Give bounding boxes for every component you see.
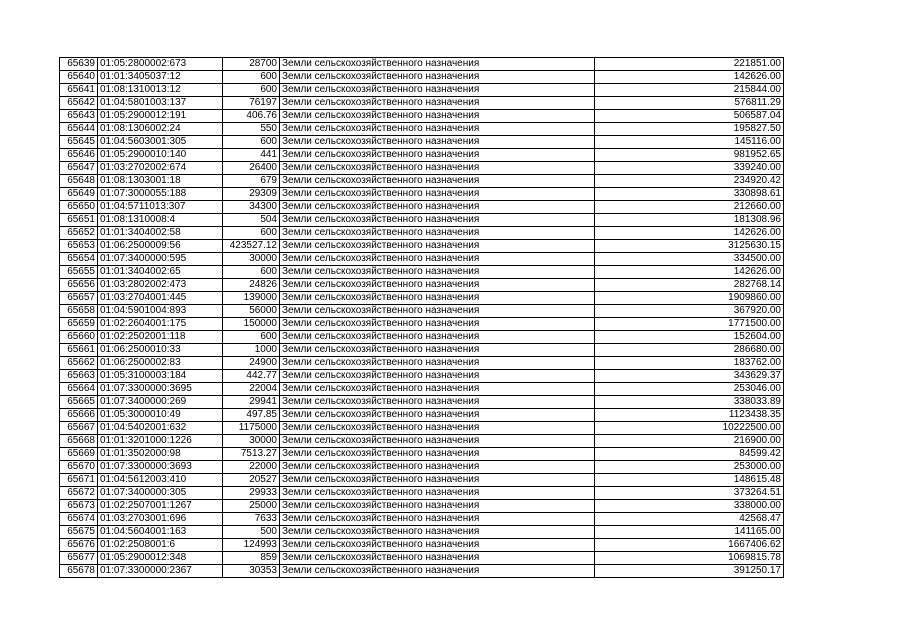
cadastral-number-cell: 01:01:3404002:65 [98, 266, 223, 279]
table-row [60, 422, 784, 435]
land-category-cell: Земли сельскохозяйственного назначения [280, 513, 595, 526]
table-row [60, 188, 784, 201]
table-row [60, 84, 784, 97]
land-category-cell: Земли сельскохозяйственного назначения [280, 370, 595, 383]
row-id-cell: 65639 [60, 58, 98, 71]
cadastral-number-cell: 01:03:2703001:696 [98, 513, 223, 526]
table-row [60, 214, 784, 227]
cadastral-value-cell: 148615.48 [595, 474, 784, 487]
cadastral-number-cell: 01:05:3100003:184 [98, 370, 223, 383]
land-category-cell: Земли сельскохозяйственного назначения [280, 318, 595, 331]
cadastral-number-cell: 01:07:3300000:3693 [98, 461, 223, 474]
row-id-cell: 65661 [60, 344, 98, 357]
cadastral-number-cell: 01:08:1310008:4 [98, 214, 223, 227]
table-row [60, 370, 784, 383]
area-cell: 504 [223, 214, 280, 227]
row-id-cell: 65674 [60, 513, 98, 526]
land-category-cell: Земли сельскохозяйственного назначения [280, 253, 595, 266]
row-id-cell: 65678 [60, 565, 98, 578]
cadastral-number-cell: 01:06:2500010:33 [98, 344, 223, 357]
row-id-cell: 65644 [60, 123, 98, 136]
table-row [60, 448, 784, 461]
area-cell: 406.76 [223, 110, 280, 123]
cadastral-number-cell: 01:01:3405037:12 [98, 71, 223, 84]
cadastral-value-cell: 42568.47 [595, 513, 784, 526]
cadastral-value-cell: 212660.00 [595, 201, 784, 214]
land-category-cell: Земли сельскохозяйственного назначения [280, 331, 595, 344]
area-cell: 34300 [223, 201, 280, 214]
land-category-cell: Земли сельскохозяйственного назначения [280, 539, 595, 552]
table-row [60, 305, 784, 318]
area-cell: 28700 [223, 58, 280, 71]
row-id-cell: 65652 [60, 227, 98, 240]
row-id-cell: 65666 [60, 409, 98, 422]
area-cell: 30000 [223, 253, 280, 266]
cadastral-value-cell: 330898.61 [595, 188, 784, 201]
area-cell: 679 [223, 175, 280, 188]
cadastral-value-cell: 1123438.35 [595, 409, 784, 422]
row-id-cell: 65677 [60, 552, 98, 565]
land-category-cell: Земли сельскохозяйственного назначения [280, 474, 595, 487]
area-cell: 29941 [223, 396, 280, 409]
row-id-cell: 65655 [60, 266, 98, 279]
cadastral-value-cell: 142626.00 [595, 266, 784, 279]
table-row [60, 565, 784, 578]
cadastral-number-cell: 01:03:2704001:445 [98, 292, 223, 305]
table-row [60, 318, 784, 331]
cadastral-number-cell: 01:02:2507001:1267 [98, 500, 223, 513]
cadastral-number-cell: 01:07:3400000:269 [98, 396, 223, 409]
row-id-cell: 65641 [60, 84, 98, 97]
land-category-cell: Земли сельскохозяйственного назначения [280, 396, 595, 409]
land-category-cell: Земли сельскохозяйственного назначения [280, 123, 595, 136]
cadastral-number-cell: 01:08:1306002:24 [98, 123, 223, 136]
cadastral-value-cell: 145116.00 [595, 136, 784, 149]
table-row [60, 279, 784, 292]
land-category-cell: Земли сельскохозяйственного назначения [280, 214, 595, 227]
cadastral-value-cell: 282768.14 [595, 279, 784, 292]
land-category-cell: Земли сельскохозяйственного назначения [280, 97, 595, 110]
cadastral-number-cell: 01:02:2502001:118 [98, 331, 223, 344]
row-id-cell: 65676 [60, 539, 98, 552]
land-category-cell: Земли сельскохозяйственного назначения [280, 292, 595, 305]
table-row [60, 331, 784, 344]
table-row [60, 435, 784, 448]
table-row [60, 240, 784, 253]
land-category-cell: Земли сельскохозяйственного назначения [280, 279, 595, 292]
land-category-cell: Земли сельскохозяйственного назначения [280, 422, 595, 435]
land-category-cell: Земли сельскохозяйственного назначения [280, 266, 595, 279]
area-cell: 600 [223, 136, 280, 149]
cadastral-value-cell: 1069815.78 [595, 552, 784, 565]
row-id-cell: 65669 [60, 448, 98, 461]
cadastral-value-cell: 373264.51 [595, 487, 784, 500]
row-id-cell: 65658 [60, 305, 98, 318]
row-id-cell: 65668 [60, 435, 98, 448]
cadastral-number-cell: 01:02:2604001:175 [98, 318, 223, 331]
row-id-cell: 65654 [60, 253, 98, 266]
row-id-cell: 65670 [60, 461, 98, 474]
area-cell: 497.85 [223, 409, 280, 422]
cadastral-value-cell: 1909860.00 [595, 292, 784, 305]
row-id-cell: 65673 [60, 500, 98, 513]
area-cell: 26400 [223, 162, 280, 175]
table-row [60, 383, 784, 396]
row-id-cell: 65640 [60, 71, 98, 84]
cadastral-number-cell: 01:07:3000055:188 [98, 188, 223, 201]
land-category-cell: Земли сельскохозяйственного назначения [280, 383, 595, 396]
table-row [60, 357, 784, 370]
cadastral-number-cell: 01:08:1310013:12 [98, 84, 223, 97]
cadastral-value-cell: 221851.00 [595, 58, 784, 71]
row-id-cell: 65672 [60, 487, 98, 500]
cadastral-number-cell: 01:04:5402001:632 [98, 422, 223, 435]
row-id-cell: 65649 [60, 188, 98, 201]
cadastral-value-cell: 391250.17 [595, 565, 784, 578]
land-category-cell: Земли сельскохозяйственного назначения [280, 344, 595, 357]
cadastral-value-cell: 141165.00 [595, 526, 784, 539]
table-row [60, 110, 784, 123]
area-cell: 22000 [223, 461, 280, 474]
row-id-cell: 65659 [60, 318, 98, 331]
row-id-cell: 65662 [60, 357, 98, 370]
cadastral-value-cell: 3125630.15 [595, 240, 784, 253]
table-row [60, 162, 784, 175]
land-category-cell: Земли сельскохозяйственного назначения [280, 71, 595, 84]
land-category-cell: Земли сельскохозяйственного назначения [280, 175, 595, 188]
land-category-cell: Земли сельскохозяйственного назначения [280, 305, 595, 318]
cadastral-value-cell: 576811.29 [595, 97, 784, 110]
cadastral-number-cell: 01:07:3400000:595 [98, 253, 223, 266]
cadastral-number-cell: 01:04:5801003:137 [98, 97, 223, 110]
table-row [60, 149, 784, 162]
area-cell: 24900 [223, 357, 280, 370]
table-row [60, 396, 784, 409]
area-cell: 20527 [223, 474, 280, 487]
area-cell: 1175000 [223, 422, 280, 435]
cadastral-number-cell: 01:01:3502000:98 [98, 448, 223, 461]
land-category-cell: Земли сельскохозяйственного назначения [280, 58, 595, 71]
land-category-cell: Земли сельскохозяйственного назначения [280, 409, 595, 422]
row-id-cell: 65651 [60, 214, 98, 227]
cadastral-number-cell: 01:01:3404002:58 [98, 227, 223, 240]
row-id-cell: 65648 [60, 175, 98, 188]
table-row [60, 97, 784, 110]
row-id-cell: 65645 [60, 136, 98, 149]
table-row [60, 461, 784, 474]
table-row [60, 136, 784, 149]
area-cell: 600 [223, 71, 280, 84]
table-row [60, 253, 784, 266]
land-category-cell: Земли сельскохозяйственного назначения [280, 188, 595, 201]
land-category-cell: Земли сельскохозяйственного назначения [280, 227, 595, 240]
land-category-cell: Земли сельскохозяйственного назначения [280, 149, 595, 162]
area-cell: 29933 [223, 487, 280, 500]
land-category-cell: Земли сельскохозяйственного назначения [280, 461, 595, 474]
area-cell: 600 [223, 227, 280, 240]
row-id-cell: 65657 [60, 292, 98, 305]
cadastral-value-cell: 234920.42 [595, 175, 784, 188]
cadastral-number-cell: 01:07:3300000:3695 [98, 383, 223, 396]
area-cell: 600 [223, 84, 280, 97]
table-row [60, 123, 784, 136]
cadastral-value-cell: 152604.00 [595, 331, 784, 344]
land-category-cell: Земли сельскохозяйственного назначения [280, 357, 595, 370]
cadastral-value-cell: 338033.89 [595, 396, 784, 409]
row-id-cell: 65656 [60, 279, 98, 292]
row-id-cell: 65650 [60, 201, 98, 214]
table-row [60, 71, 784, 84]
area-cell: 7633 [223, 513, 280, 526]
cadastral-value-cell: 343629.37 [595, 370, 784, 383]
table-row [60, 513, 784, 526]
cadastral-number-cell: 01:06:2500002:83 [98, 357, 223, 370]
cadastral-number-cell: 01:07:3400000:305 [98, 487, 223, 500]
land-category-cell: Земли сельскохозяйственного назначения [280, 240, 595, 253]
land-registry-table [59, 57, 784, 578]
table-row [60, 552, 784, 565]
cadastral-value-cell: 215844.00 [595, 84, 784, 97]
cadastral-value-cell: 142626.00 [595, 71, 784, 84]
row-id-cell: 65663 [60, 370, 98, 383]
land-category-cell: Земли сельскохозяйственного назначения [280, 526, 595, 539]
table-row [60, 201, 784, 214]
area-cell: 124993 [223, 539, 280, 552]
table-row [60, 266, 784, 279]
cadastral-value-cell: 506587.04 [595, 110, 784, 123]
cadastral-number-cell: 01:02:2508001:6 [98, 539, 223, 552]
area-cell: 600 [223, 331, 280, 344]
area-cell: 7513.27 [223, 448, 280, 461]
table-row [60, 227, 784, 240]
cadastral-number-cell: 01:05:2900012:191 [98, 110, 223, 123]
area-cell: 30353 [223, 565, 280, 578]
cadastral-value-cell: 1771500.00 [595, 318, 784, 331]
cadastral-value-cell: 338000.00 [595, 500, 784, 513]
land-category-cell: Земли сельскохозяйственного назначения [280, 487, 595, 500]
cadastral-number-cell: 01:03:2702002:674 [98, 162, 223, 175]
cadastral-value-cell: 216900.00 [595, 435, 784, 448]
row-id-cell: 65675 [60, 526, 98, 539]
cadastral-value-cell: 181308.96 [595, 214, 784, 227]
table-row [60, 487, 784, 500]
cadastral-number-cell: 01:04:5711013:307 [98, 201, 223, 214]
cadastral-number-cell: 01:04:5604001:163 [98, 526, 223, 539]
area-cell: 139000 [223, 292, 280, 305]
land-category-cell: Земли сельскохозяйственного назначения [280, 448, 595, 461]
cadastral-value-cell: 981952.65 [595, 149, 784, 162]
row-id-cell: 65664 [60, 383, 98, 396]
area-cell: 150000 [223, 318, 280, 331]
cadastral-number-cell: 01:01:3201000:1226 [98, 435, 223, 448]
cadastral-value-cell: 286680.00 [595, 344, 784, 357]
row-id-cell: 65665 [60, 396, 98, 409]
area-cell: 29309 [223, 188, 280, 201]
table-row [60, 175, 784, 188]
row-id-cell: 65642 [60, 97, 98, 110]
land-category-cell: Земли сельскохозяйственного назначения [280, 84, 595, 97]
land-category-cell: Земли сельскохозяйственного назначения [280, 110, 595, 123]
area-cell: 500 [223, 526, 280, 539]
cadastral-value-cell: 142626.00 [595, 227, 784, 240]
cadastral-number-cell: 01:03:2802002:473 [98, 279, 223, 292]
cadastral-value-cell: 339240.00 [595, 162, 784, 175]
row-id-cell: 65647 [60, 162, 98, 175]
cadastral-number-cell: 01:04:5612003:410 [98, 474, 223, 487]
area-cell: 1000 [223, 344, 280, 357]
table-row [60, 474, 784, 487]
row-id-cell: 65660 [60, 331, 98, 344]
land-category-cell: Земли сельскохозяйственного назначения [280, 565, 595, 578]
area-cell: 441 [223, 149, 280, 162]
cadastral-value-cell: 84599.42 [595, 448, 784, 461]
cadastral-value-cell: 367920.00 [595, 305, 784, 318]
table-row [60, 539, 784, 552]
cadastral-number-cell: 01:04:5603001:305 [98, 136, 223, 149]
cadastral-number-cell: 01:04:5901004:893 [98, 305, 223, 318]
area-cell: 56000 [223, 305, 280, 318]
table-row [60, 526, 784, 539]
cadastral-value-cell: 10222500.00 [595, 422, 784, 435]
cadastral-number-cell: 01:08:1303001:18 [98, 175, 223, 188]
area-cell: 25000 [223, 500, 280, 513]
land-category-cell: Земли сельскохозяйственного назначения [280, 500, 595, 513]
table-body [60, 58, 784, 578]
row-id-cell: 65643 [60, 110, 98, 123]
cadastral-number-cell: 01:05:2800002:673 [98, 58, 223, 71]
table-row [60, 292, 784, 305]
area-cell: 442.77 [223, 370, 280, 383]
land-category-cell: Земли сельскохозяйственного назначения [280, 435, 595, 448]
land-category-cell: Земли сельскохозяйственного назначения [280, 162, 595, 175]
cadastral-value-cell: 1667406.62 [595, 539, 784, 552]
cadastral-number-cell: 01:06:2500009:56 [98, 240, 223, 253]
cadastral-value-cell: 334500.00 [595, 253, 784, 266]
area-cell: 423527.12 [223, 240, 280, 253]
table-row [60, 344, 784, 357]
cadastral-number-cell: 01:05:2900010:140 [98, 149, 223, 162]
area-cell: 24826 [223, 279, 280, 292]
table-row [60, 500, 784, 513]
land-category-cell: Земли сельскохозяйственного назначения [280, 201, 595, 214]
row-id-cell: 65646 [60, 149, 98, 162]
cadastral-value-cell: 253046.00 [595, 383, 784, 396]
area-cell: 859 [223, 552, 280, 565]
land-category-cell: Земли сельскохозяйственного назначения [280, 136, 595, 149]
cadastral-value-cell: 195827.50 [595, 123, 784, 136]
cadastral-value-cell: 253000.00 [595, 461, 784, 474]
area-cell: 22004 [223, 383, 280, 396]
table-row [60, 409, 784, 422]
area-cell: 76197 [223, 97, 280, 110]
area-cell: 30000 [223, 435, 280, 448]
cadastral-number-cell: 01:05:2900012:348 [98, 552, 223, 565]
area-cell: 550 [223, 123, 280, 136]
cadastral-number-cell: 01:05:3000010:49 [98, 409, 223, 422]
cadastral-value-cell: 183762.00 [595, 357, 784, 370]
cadastral-number-cell: 01:07:3300000:2367 [98, 565, 223, 578]
land-category-cell: Земли сельскохозяйственного назначения [280, 552, 595, 565]
row-id-cell: 65653 [60, 240, 98, 253]
area-cell: 600 [223, 266, 280, 279]
row-id-cell: 65667 [60, 422, 98, 435]
table-row [60, 58, 784, 71]
row-id-cell: 65671 [60, 474, 98, 487]
